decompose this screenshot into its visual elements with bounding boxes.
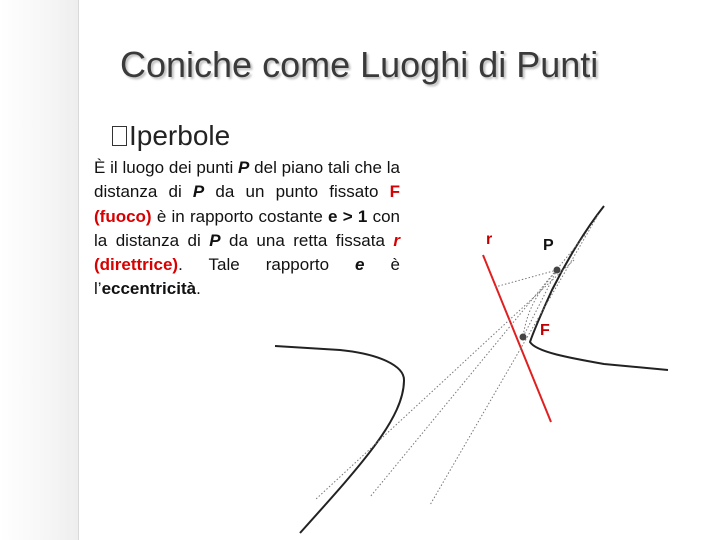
focus-point-dot bbox=[520, 334, 527, 341]
point-p: P bbox=[192, 182, 205, 202]
text-segment: del piano tali che la distanza di bbox=[94, 158, 400, 202]
label-p: P bbox=[543, 237, 554, 254]
focus-term: F (fuoco) bbox=[94, 182, 401, 226]
bullet-text: Iperbole bbox=[129, 120, 231, 151]
text-segment: È il luogo dei punti bbox=[94, 158, 239, 177]
slide-title: Coniche come Luoghi di Punti bbox=[120, 44, 599, 85]
eccentricity-term: eccentricità bbox=[101, 279, 197, 299]
line-r: r bbox=[393, 230, 400, 250]
point-p: P bbox=[238, 158, 250, 177]
hyperbola-right-branch bbox=[530, 206, 668, 370]
text-segment: da un punto fissato bbox=[204, 182, 390, 202]
text-segment: è in rapporto costante bbox=[151, 206, 329, 226]
text-segment: è l’ bbox=[94, 255, 400, 299]
directrix-term: (direttrice) bbox=[94, 255, 179, 275]
text-segment: da una retta fissata bbox=[220, 230, 394, 250]
text-segment: . bbox=[196, 279, 201, 299]
eccentricity-symbol: e bbox=[355, 255, 365, 275]
eccentricity-condition: e > 1 bbox=[328, 206, 368, 226]
label-f: F bbox=[540, 322, 550, 339]
text-segment: . Tale rapporto bbox=[178, 255, 356, 275]
label-r: r bbox=[486, 231, 493, 248]
text-segment: con la distanza di bbox=[94, 206, 400, 250]
point-p: P bbox=[209, 230, 221, 250]
hyperbola-left-branch bbox=[275, 346, 404, 533]
dotted-construction-lines bbox=[315, 215, 598, 505]
point-p-dot bbox=[554, 267, 561, 274]
